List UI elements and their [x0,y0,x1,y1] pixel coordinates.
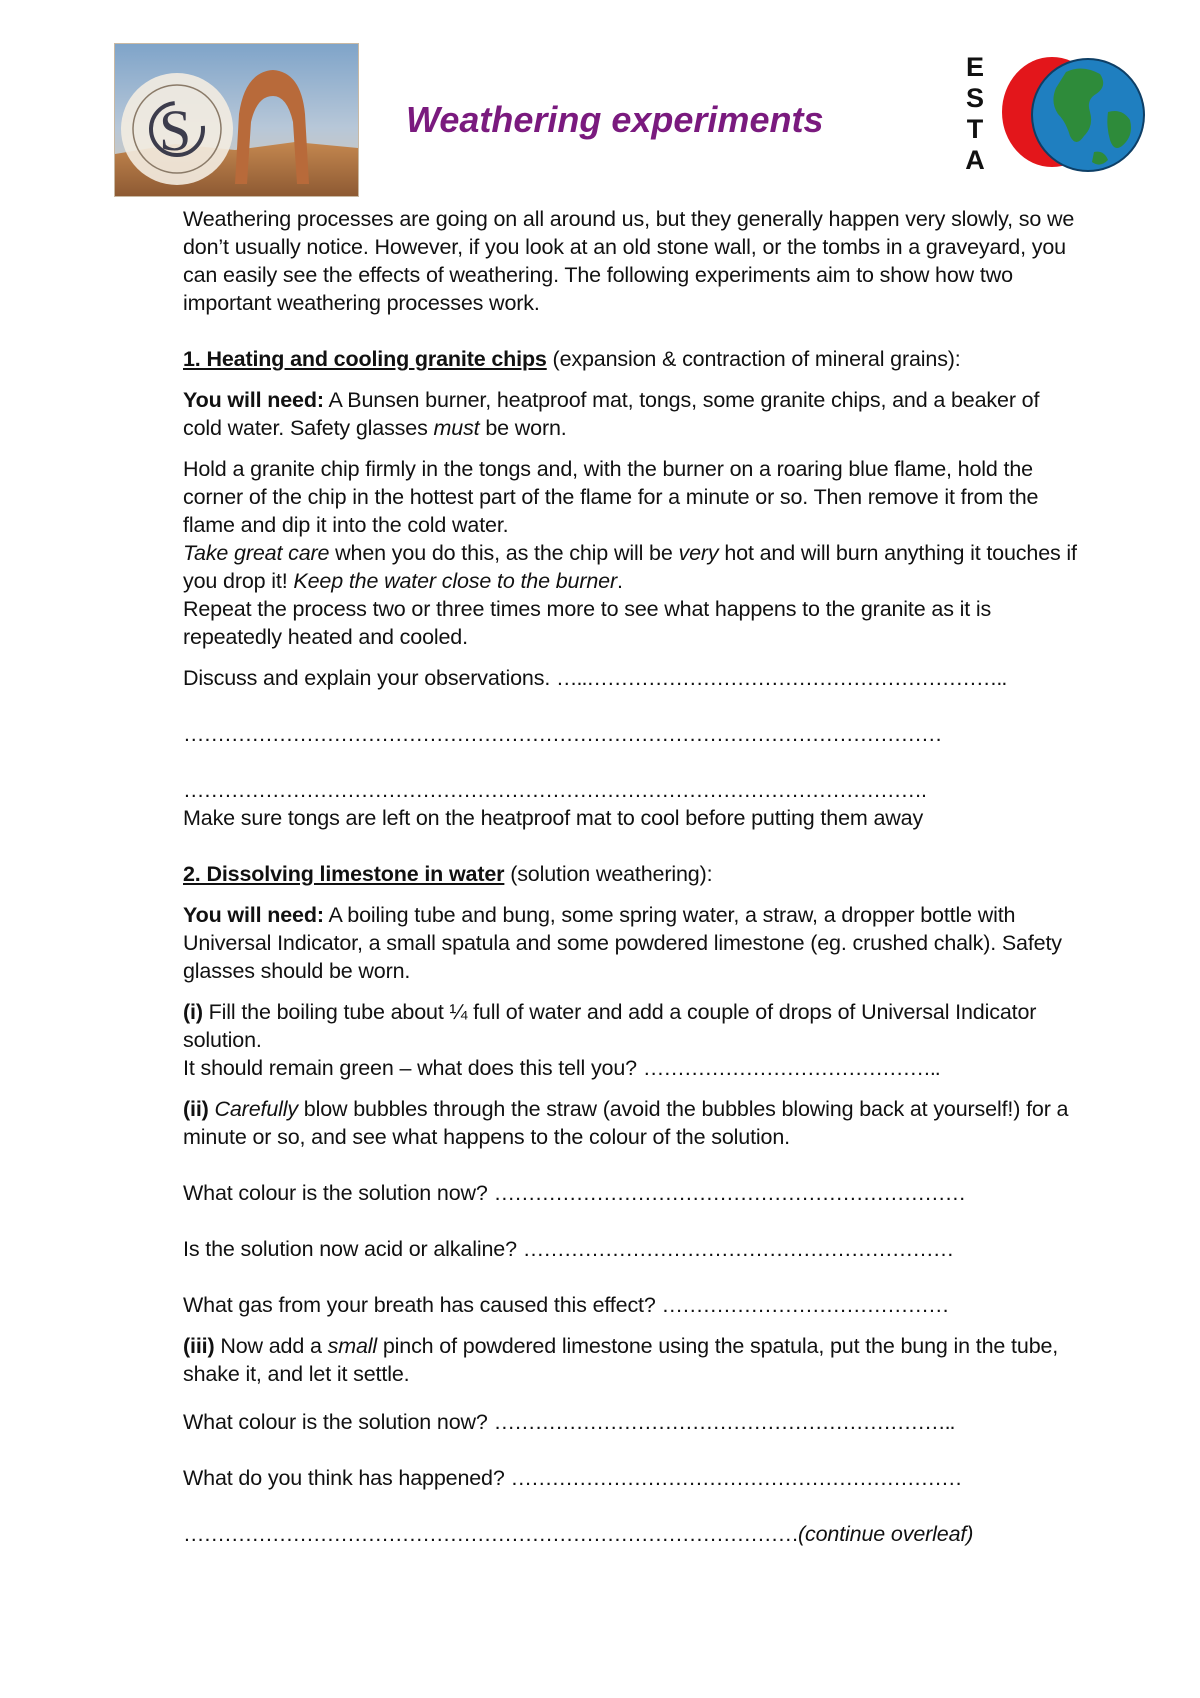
answer-line[interactable]: ……………………………………………………………………………… [183,1522,798,1546]
step-label: (ii) [183,1097,209,1121]
emphasis-small: small [327,1334,378,1358]
section-2-title: 2. Dissolving limestone in water [183,862,505,886]
section-1-title: 1. Heating and cooling granite chips [183,347,547,371]
section-1-repeat: Repeat the process two or three times more to see what happens to the granite as it is repeatedly heated and cooled. [183,597,992,649]
question-what-happened [183,1464,1083,1492]
continue-overleaf: (continue overleaf) [798,1522,974,1546]
globe-icon [996,52,1146,182]
need-label: You will need: [183,388,324,412]
answer-line[interactable]: ……………………………………………………… [522,1237,954,1261]
section-1-instructions: Hold a granite chip firmly in the tongs and, with the burner on a roaring blue flame, hold the corner of the chip in the hottest part of the flame for a minute or so. Then remove it from the flame and dip it into the cold water. [183,457,1039,537]
emphasis-must: must [433,416,480,440]
answer-line[interactable]: ………………………………………………………………………………………………… [183,722,942,746]
question-text: Is the solution now acid or alkaline? [183,1237,523,1261]
warning-text: when you do this, as the chip will be [329,541,679,565]
discuss-question [183,664,1083,692]
question-acid-alkaline [183,1235,1083,1263]
answer-line[interactable]: …………………………………………………………… [493,1181,966,1205]
question-colour [183,1179,1083,1207]
question-text: What colour is the solution now? [183,1410,494,1434]
step-text-2: pinch of powdered limestone using the spatula, put the bung in the tube, shake it, and let it settle. [183,1334,1059,1386]
emphasis-carefully: Carefully [208,1097,298,1121]
question-text: What gas from your breath has caused this effect? [183,1293,662,1317]
question-text: What colour is the solution now? [183,1181,494,1205]
need-label: You will need: [183,903,324,927]
answer-line[interactable]: …..…………………………………………………….. [555,666,1007,690]
step-3 [183,1332,1083,1388]
emphasis-very: very [678,541,719,565]
section-1-requirements [183,386,1083,442]
section-1-note: (expansion & contraction of mineral grains): [546,347,961,371]
svg-text:S: S [159,98,192,163]
answer-line[interactable]: ………………………………………………………………………………………………. [183,778,926,802]
step-text: Fill the boiling tube about ¼ full of water and add a couple of drops of Universal Indicator solution. [183,1000,1037,1052]
step-label: (iii) [183,1334,215,1358]
warning-period: . [616,569,623,593]
esta-letters [960,52,990,176]
step-1 [183,998,1083,1054]
section-2-requirements [183,901,1083,985]
question-gas [183,1291,1083,1319]
warning-text-2: hot and will burn anything it touches if you drop it! [183,541,1077,593]
answer-line[interactable]: ………………………………………………………….. [493,1410,955,1434]
discuss-text: Discuss and explain your observations. [183,666,556,690]
esta-letter: A [965,145,985,175]
warning-take-care: Take great care [183,541,330,565]
page-title: Weathering experiments [406,99,824,140]
arch-landscape-image [115,44,358,196]
warning-keep-water-close: Keep the water close to the burner [293,569,617,593]
esta-logo [950,52,1150,182]
esta-letter: E [965,52,984,82]
section-2-heading [183,860,1083,888]
step-2 [183,1095,1083,1151]
safety-note: Make sure tongs are left on the heatproof mat to cool before putting them away [183,806,924,830]
need-text: A boiling tube and bung, some spring water, a straw, a dropper bottle with Universal Indicator, a small spatula and some powdered limestone (eg. crushed chalk). Safety glasses should be worn. [183,903,1062,983]
section-1-heading [183,345,1083,373]
step-text: blow bubbles through the straw (avoid the bubbles blowing back at yourself!) for a minute or so, and see what happens to the colour of the solution. [183,1097,1069,1149]
question-text: It should remain green – what does this tell you? [183,1056,643,1080]
need-text-end: be worn. [479,416,567,440]
worksheet-body [183,205,1083,1548]
step-label: (i) [183,1000,203,1024]
need-text: A Bunsen burner, heatproof mat, tongs, some granite chips, and a beaker of cold water. Safety glasses [183,388,1040,440]
answer-line[interactable]: ………………………………………………………… [510,1466,962,1490]
question-text: What do you think has happened? [183,1466,511,1490]
intro-paragraph: Weathering processes are going on all around us, but they generally happen very slowly, so we don’t usually notice. However, if you look at an old stone wall, or the tombs in a graveyard, you can easily see the effects of weathering. The following experiments aim to show how two important weathering processes work. [183,207,1075,315]
answer-line[interactable]: …………………………………… [661,1293,949,1317]
section-1-warning [183,539,1083,595]
esta-letter: T [966,114,984,144]
question-colour-after [183,1408,1083,1436]
answer-line[interactable]: …………………………………….. [642,1056,940,1080]
final-answer-line [183,1520,1083,1548]
society-logo-photo [114,43,359,197]
section-2-note: (solution weathering): [504,862,713,886]
esta-letter: S [965,83,984,113]
step-text: Now add a [214,1334,328,1358]
step-1-question [183,1054,1083,1082]
